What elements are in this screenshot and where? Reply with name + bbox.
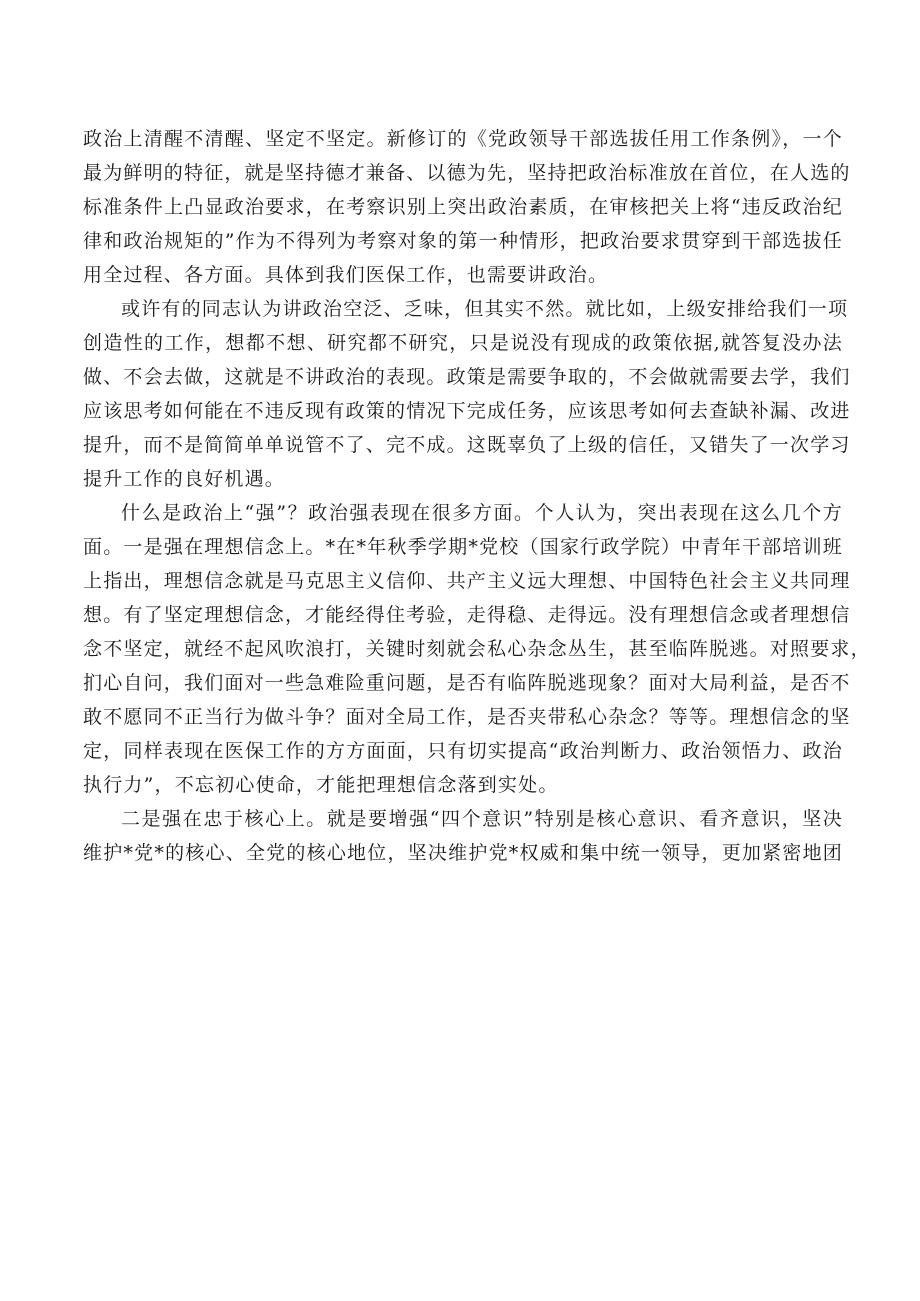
document-body [83,122,871,870]
paragraph-2-line-4: 应该思考如何能在不违反现有政策的情况下完成任务，应该思考如何去查缺补漏、改进 [83,400,851,422]
paragraph-2-line-3: 做、不会去做，这就是不讲政治的表现。政策是需要争取的，不会做就需要去学，我们 [83,366,851,388]
paragraph-2-line-6: 提升工作的良好机遇。 [83,468,286,490]
paragraph-4-line-2: 维护*党*的核心、全党的核心地位，坚决维护党*权威和集中统一领导，更加紧密地团 [83,842,843,864]
paragraph-2-line-2: 创造性的工作，想都不想、研究都不研究，只是说没有现成的政策依据,就答复没办法 [83,332,843,354]
paragraph-1-line-2: 最为鲜明的特征，就是坚持德才兼备、以德为先，坚持把政治标准放在首位，在人选的 [83,162,851,184]
paragraph-1-line-5: 用全过程、各方面。具体到我们医保工作，也需要讲政治。 [83,264,609,286]
paragraph-3-line-8: 定，同样表现在医保工作的方方面面，只有切实提高“政治判断力、政治领悟力、政治 [83,740,843,762]
paragraph-4-line-1: 二是强在忠于核心上。就是要增强“四个意识”特别是核心意识、看齐意识，坚决 [121,808,843,830]
paragraph-3-line-6: 扪心自问，我们面对一些急难险重问题，是否有临阵脱逃现象？面对大局利益，是否不 [83,672,851,694]
paragraph-2-line-1: 或许有的同志认为讲政治空泛、乏味，但其实不然。就比如，上级安排给我们一项 [121,298,849,320]
paragraph-1-line-1: 政治上清醒不清醒、坚定不坚定。新修订的《党政领导干部选拔任用工作条例》，一个 [83,128,843,150]
paragraph-3-line-4: 想。有了坚定理想信念，才能经得住考验，走得稳、走得远。没有理想信念或者理想信 [83,604,851,626]
paragraph-1-line-3: 标准条件上凸显政治要求，在考察识别上突出政治素质，在审核把关上将“违反政治纪 [83,196,843,218]
paragraph-3-line-2: 面。一是强在理想信念上。*在*年秋季学期*党校（国家行政学院）中青年干部培训班 [83,536,843,558]
paragraph-3-line-7: 敢不愿同不正当行为做斗争？面对全局工作，是否夹带私心杂念？等等。理想信念的坚 [83,706,851,728]
paragraph-1-line-4: 律和政治规矩的”作为不得列为考察对象的第一种情形，把政治要求贯穿到干部选拔任 [83,230,843,252]
paragraph-2-line-5: 提升，而不是简简单单说管不了、完不成。这既辜负了上级的信任，又错失了一次学习 [83,434,851,456]
paragraph-3-line-1: 什么是政治上“强”？政治强表现在很多方面。个人认为，突出表现在这么几个方 [121,502,843,524]
paragraph-3-line-5: 念不坚定，就经不起风吹浪打，关键时刻就会私心杂念丛生，甚至临阵脱逃。对照要求， [83,638,871,660]
paragraph-3-line-9: 执行力”，不忘初心使命，才能把理想信念落到实处。 [83,774,559,796]
paragraph-3-line-3: 上指出，理想信念就是马克思主义信仰、共产主义远大理想、中国特色社会主义共同理 [83,570,851,592]
